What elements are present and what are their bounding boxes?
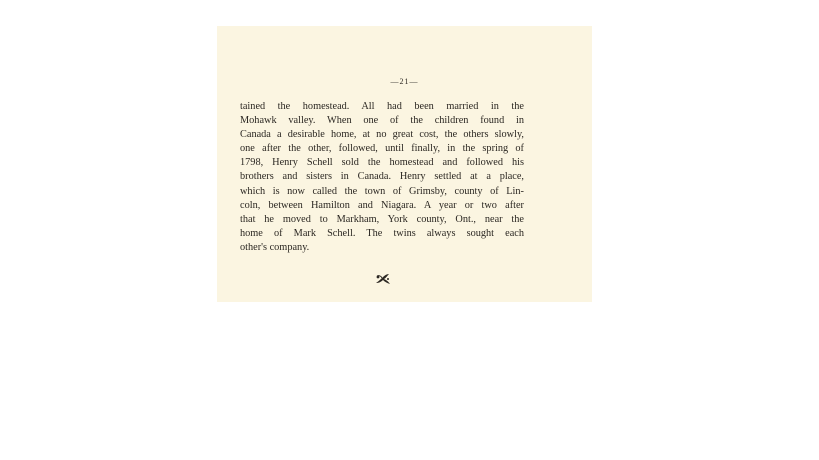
- text-line: Canada a desirable home, at no great cost, the others slowly,: [240, 129, 524, 141]
- text-line: 1798, Henry Schell sold the homestead and followed his: [240, 157, 524, 169]
- text-line: brothers and sisters in Canada. Henry settled at a place,: [240, 171, 524, 183]
- body-paragraph: [240, 100, 524, 255]
- text-line: home of Mark Schell. The twins always sought each: [240, 227, 524, 239]
- text-line: that he moved to Markham, York county, Ont., near the: [240, 213, 524, 225]
- text-line: coln, between Hamilton and Niagara. A year or two after: [240, 199, 524, 211]
- text-line: Mohawk valley. When one of the children found in: [240, 115, 524, 127]
- fleuron-ornament-icon: [374, 272, 392, 286]
- book-page: [217, 26, 592, 302]
- text-line: which is now called the town of Grimsby, county of Lin-: [240, 185, 524, 197]
- text-line: other's company.: [240, 241, 310, 253]
- text-line: one after the other, followed, until finally, in the spring of: [240, 143, 524, 155]
- text-line: tained the homestead. All had been married in the: [240, 101, 524, 112]
- page-number: —21—: [390, 77, 419, 86]
